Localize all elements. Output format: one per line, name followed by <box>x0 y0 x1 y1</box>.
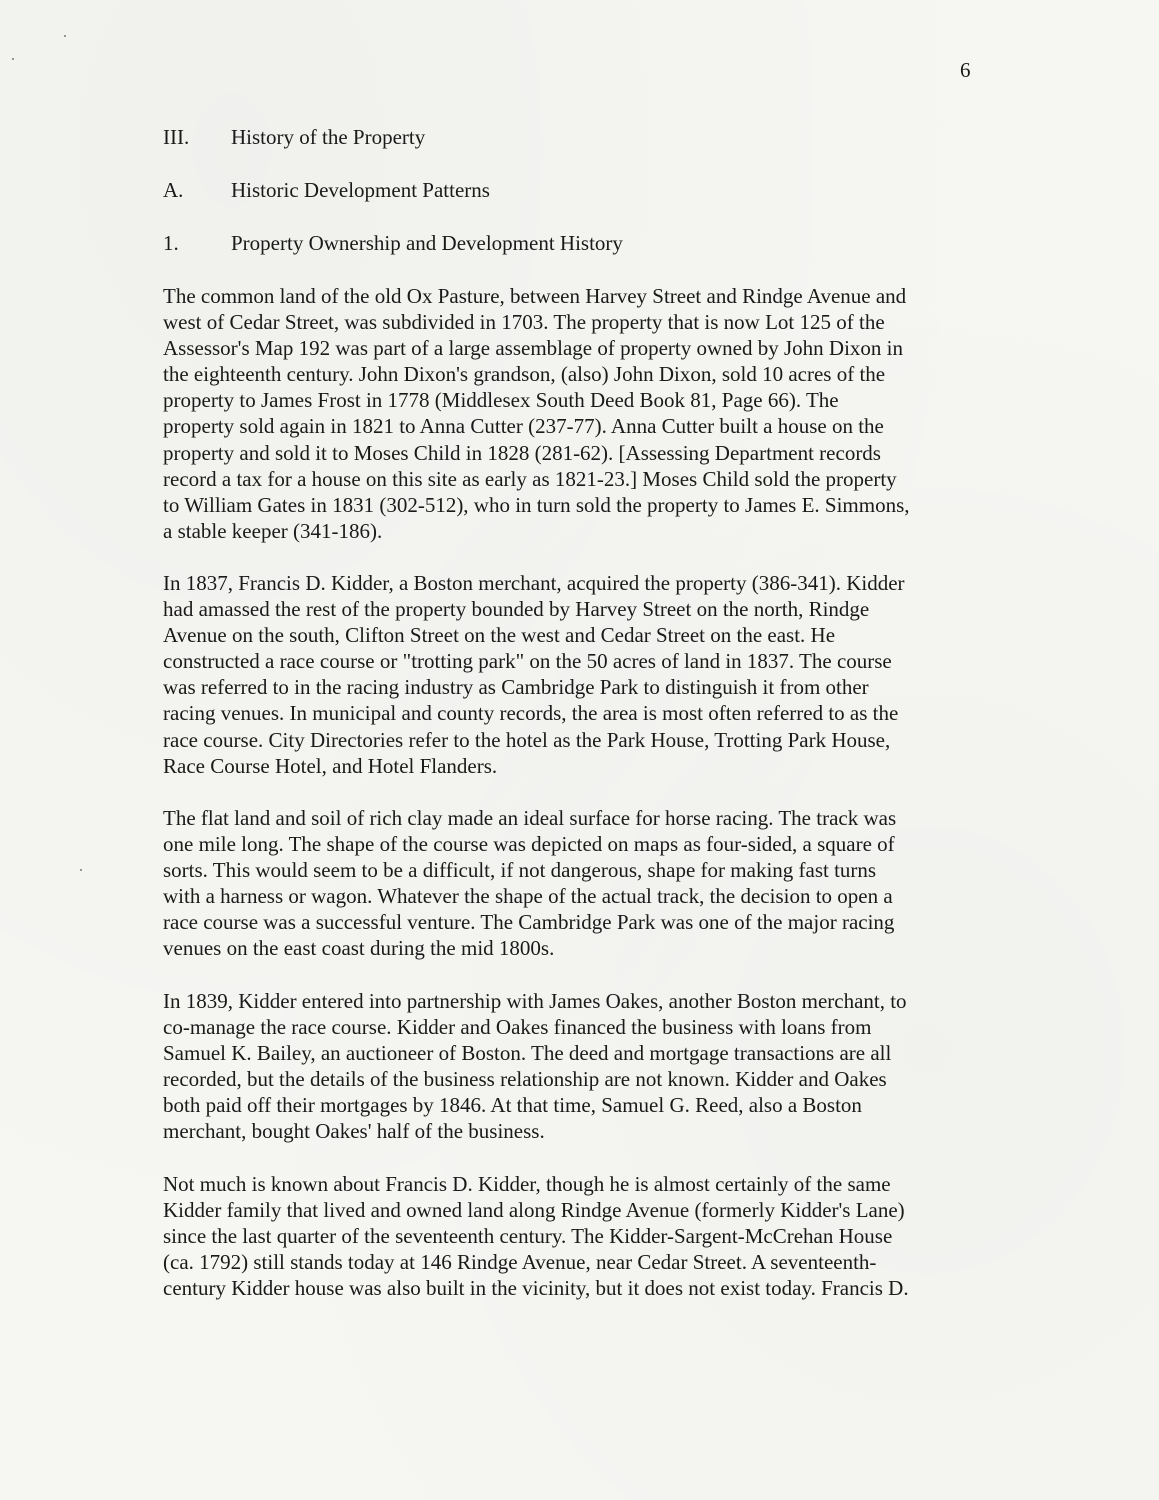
text-line: merchant, bought Oakes' half of the business. <box>163 1119 545 1144</box>
scan-speck <box>80 869 82 871</box>
text-line: The common land of the old Ox Pasture, between Harvey Street and Rindge Avenue and <box>163 284 907 308</box>
heading-title: Historic Development Patterns <box>231 178 490 202</box>
text-line: west of Cedar Street, was subdivided in 1703. The property that is now Lot 125 of the <box>163 310 885 335</box>
text-line: In 1839, Kidder entered into partnership with James Oakes, another Boston merchant, to <box>163 989 907 1013</box>
text-line: century Kidder house was also built in the vicinity, but it does not exist today. Francis D. <box>163 1276 909 1301</box>
subsubsection-heading <box>163 230 623 256</box>
text-line: Not much is known about Francis D. Kidder, though he is almost certainly of the same <box>163 1172 891 1196</box>
heading-title: History of the Property <box>231 125 426 149</box>
text-line: constructed a race course or "trotting park" on the 50 acres of land in 1837. The course <box>163 649 892 674</box>
heading-marker: III. <box>163 125 190 149</box>
scan-speck <box>12 58 14 60</box>
text-line: since the last quarter of the seventeenth century. The Kidder-Sargent-McCrehan House <box>163 1224 893 1249</box>
text-line: race course was a successful venture. The Cambridge Park was one of the major racing <box>163 910 895 935</box>
text-line: recorded, but the details of the business relationship are not known. Kidder and Oakes <box>163 1067 887 1092</box>
heading-marker: 1. <box>163 231 179 255</box>
text-line: property sold again in 1821 to Anna Cutter (237-77). Anna Cutter built a house on the <box>163 414 884 439</box>
section-heading <box>163 124 425 150</box>
text-line: the eighteenth century. John Dixon's grandson, (also) John Dixon, sold 10 acres of the <box>163 362 886 387</box>
text-line: to William Gates in 1831 (302-512), who in turn sold the property to James E. Simmons, <box>163 492 910 517</box>
paragraph-track <box>163 805 985 962</box>
text-line: In 1837, Francis D. Kidder, a Boston merchant, acquired the property (386-341). Kidder <box>163 571 905 595</box>
text-line: racing venues. In municipal and county records, the area is most often referred to as the <box>163 701 899 726</box>
text-line: (ca. 1792) still stands today at 146 Rindge Avenue, near Cedar Street. A seventeenth- <box>163 1250 877 1275</box>
text-line: The flat land and soil of rich clay made an ideal surface for horse racing. The track was <box>163 806 897 830</box>
text-line: Kidder family that lived and owned land along Rindge Avenue (formerly Kidder's Lane) <box>163 1198 905 1223</box>
heading-marker: A. <box>163 178 184 202</box>
text-line: had amassed the rest of the property bounded by Harvey Street on the north, Rindge <box>163 597 870 622</box>
text-line: one mile long. The shape of the course was depicted on maps as four-sided, a square of <box>163 832 895 857</box>
page-number: 6 <box>960 58 971 82</box>
text-line: with a harness or wagon. Whatever the shape of the actual track, the decision to open a <box>163 884 893 909</box>
text-line: a stable keeper (341-186). <box>163 518 383 543</box>
text-line: Assessor's Map 192 was part of a large assemblage of property owned by John Dixon in <box>163 336 904 361</box>
text-line: sorts. This would seem to be a difficult, if not dangerous, shape for making fast turns <box>163 858 877 883</box>
text-line: property to James Frost in 1778 (Middlesex South Deed Book 81, Page 66). The <box>163 388 839 413</box>
text-line: both paid off their mortgages by 1846. At that time, Samuel G. Reed, also a Boston <box>163 1093 862 1118</box>
text-line: was referred to in the racing industry as Cambridge Park to distinguish it from other <box>163 675 869 700</box>
text-line: venues on the east coast during the mid 1800s. <box>163 936 555 961</box>
paragraph-kidder-family <box>163 1171 985 1301</box>
text-line: Race Course Hotel, and Hotel Flanders. <box>163 753 498 778</box>
paragraph-ox-pasture <box>163 283 985 544</box>
text-line: Avenue on the south, Clifton Street on the west and Cedar Street on the east. He <box>163 623 836 648</box>
heading-title: Property Ownership and Development History <box>231 231 623 255</box>
scan-speck <box>64 35 66 37</box>
text-line: property and sold it to Moses Child in 1828 (281-62). [Assessing Department records <box>163 440 881 465</box>
paragraph-partnership <box>163 988 985 1145</box>
text-line: record a tax for a house on this site as early as 1821-23.] Moses Child sold the property <box>163 466 897 491</box>
text-line: race course. City Directories refer to the hotel as the Park House, Trotting Park House, <box>163 727 891 752</box>
text-line: co-manage the race course. Kidder and Oakes financed the business with loans from <box>163 1015 872 1040</box>
subsection-heading <box>163 177 490 203</box>
paragraph-kidder-1837 <box>163 570 985 779</box>
text-line: Samuel K. Bailey, an auctioneer of Boston. The deed and mortgage transactions are all <box>163 1041 892 1066</box>
